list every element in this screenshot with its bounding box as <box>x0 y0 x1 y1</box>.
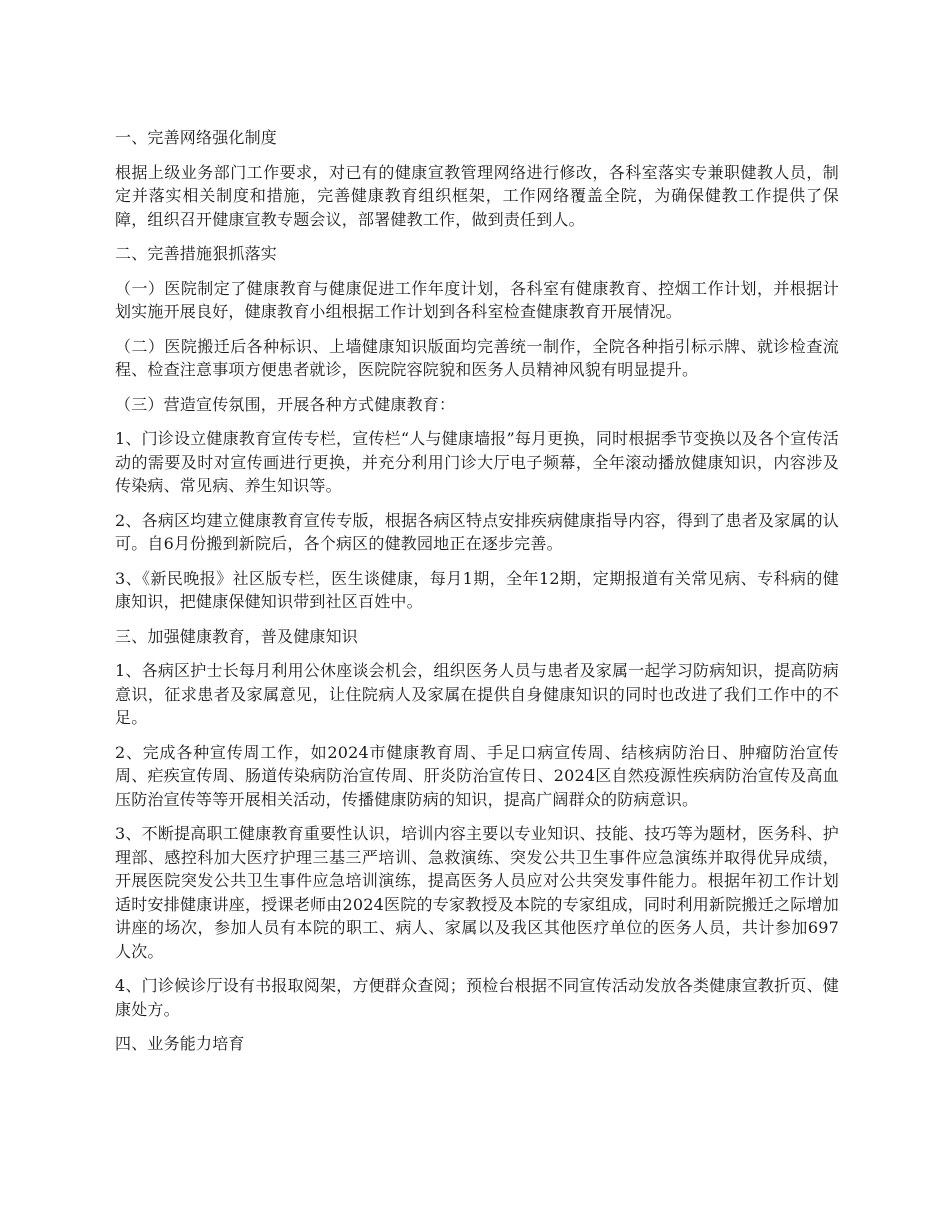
paragraph: 3、《新民晚报》社区版专栏，医生谈健康，每月1期，全年12期，定期报道有关常见病、专科病的健康知识，把健康保健知识带到社区百姓中。 <box>115 568 839 611</box>
paragraph: 1、各病区护士长每月利用公休座谈会机会，组织医务人员与患者及家属一起学习防病知识，提高防病意识，征求患者及家属意见，让住院病人及家属在提供自身健康知识的同时也改进了我们工作中的不足。 <box>115 661 839 727</box>
paragraph: 根据上级业务部门工作要求，对已有的健康宣教管理网络进行修改，各科室落实专兼职健教人员，制定并落实相关制度和措施，完善健康教育组织框架，工作网络覆盖全院，为确保健教工作提供了保障，组织召开健康宣教专题会议，部署健教工作，做到责任到人。 <box>115 162 839 229</box>
paragraph: （一）医院制定了健康教育与健康促进工作年度计划，各科室有健康教育、控烟工作计划，并根据计划实施开展良好，健康教育小组根据工作计划到各科室检查健康教育开展情况。 <box>115 278 839 321</box>
paragraph: （二）医院搬迁后各种标识、上墙健康知识版面均完善统一制作，全院各种指引标示牌、就诊检查流程、检查注意事项方便患者就诊，医院院容院貌和医务人员精神风貌有明显提升。 <box>115 336 839 379</box>
paragraph: 1、门诊设立健康教育宣传专栏，宣传栏“人与健康墙报”每月更换，同时根据季节变换以及各个宣传活动的需要及时对宣传画进行更换，并充分利用门诊大厅电子频幕，全年滚动播放健康知识，内容涉及传染病、常见病、养生知识等。 <box>115 429 839 495</box>
paragraph: 2、完成各种宣传周工作，如2024市健康教育周、手足口病宣传周、结核病防治日、肿瘤防治宣传周、疟疾宣传周、肠道传染病防治宣传周、肝炎防治宣传日、2024区自然疫源性疾病防治宣传及高血压防治宣传等等开展相关活动，传播健康防病的知识，提高广阔群众的防病意识。 <box>115 742 839 809</box>
section-heading-4: 四、业务能力培育 <box>115 1034 245 1053</box>
paragraph: 3、不断提高职工健康教育重要性认识，培训内容主要以专业知识、技能、技巧等为题材，医务科、护理部、感控科加大医疗护理三基三严培训、急救演练、突发公共卫生事件应急演练并取得优异成绩，开展医院突发公共卫生事件应急培训演练，提高医务人员应对公共突发事件能力。根据年初工作计划适时安排健康讲座，授课老师由2024医院的专家教授及本院的专家组成，同时利用新院搬迁之际增加讲座的场次，参加人员有本院的职工、病人、家属以及我区其他医疗单位的医务人员，共计参加697人次。 <box>115 824 839 961</box>
paragraph: 2、各病区均建立健康教育宣传专版，根据各病区特点安排疾病健康指导内容，得到了患者及家属的认可。自6月份搬到新院后，各个病区的健教园地正在逐步完善。 <box>115 510 839 553</box>
section-heading-1: 一、完善网络强化制度 <box>115 128 278 147</box>
section-heading-3: 三、加强健康教育，普及健康知识 <box>115 626 359 646</box>
paragraph: （三）营造宣传氛围，开展各种方式健康教育： <box>115 394 456 414</box>
document-body <box>115 126 839 1067</box>
paragraph: 4、门诊候诊厅设有书报取阅架，方便群众查阅；预检台根据不同宣传活动发放各类健康宣教折页、健康处方。 <box>115 976 839 1019</box>
section-heading-2: 二、完善措施狠抓落实 <box>115 244 278 263</box>
